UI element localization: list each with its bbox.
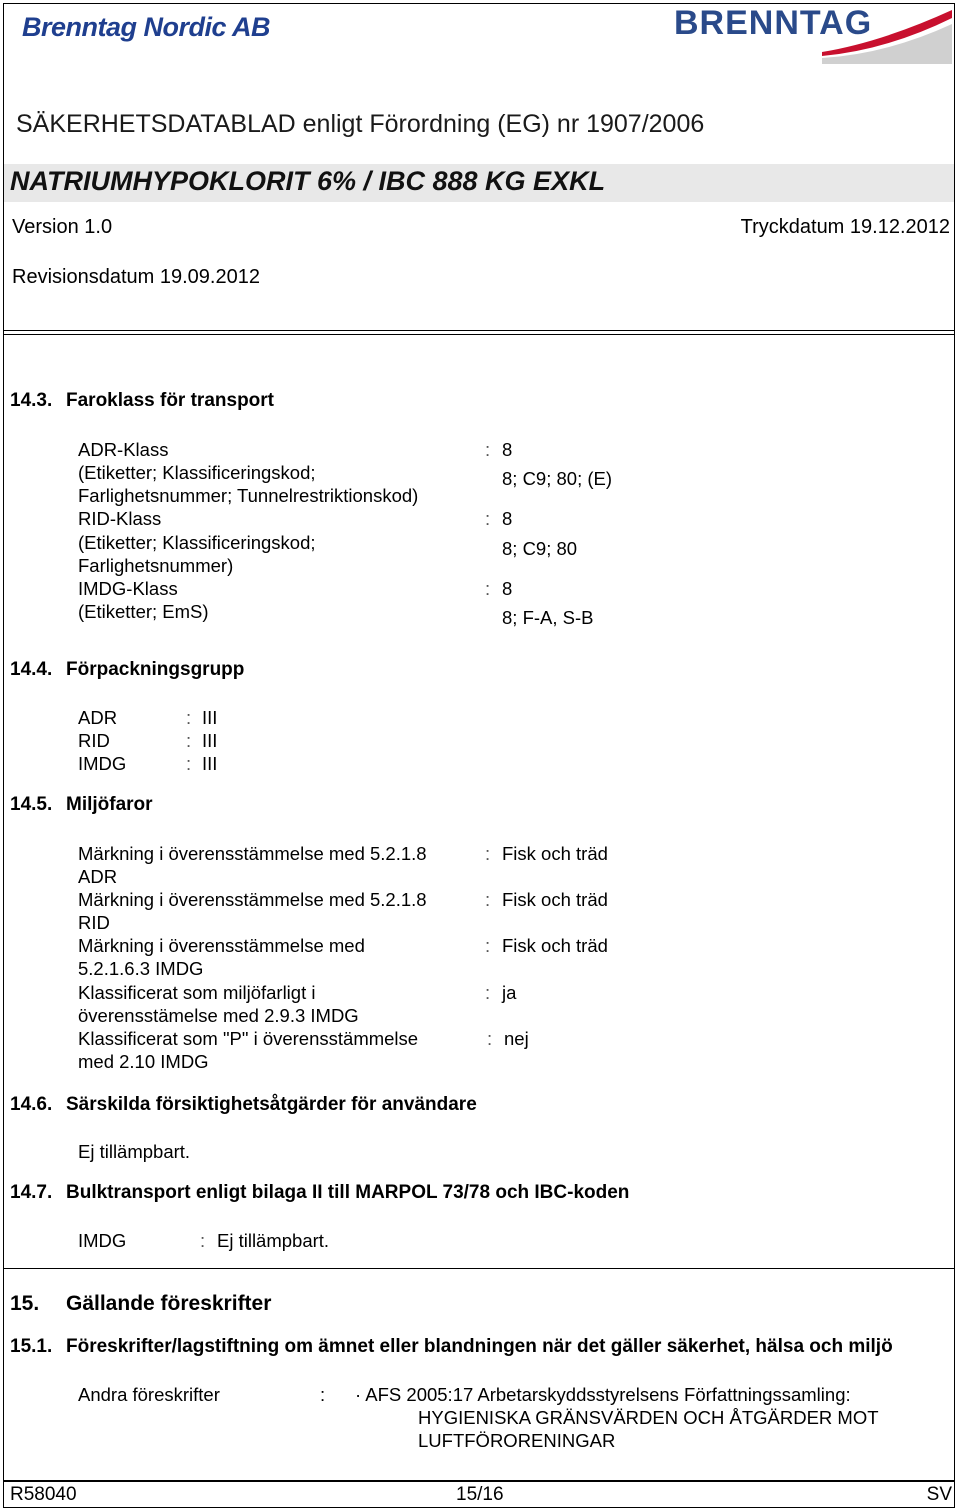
regulation-line-3: LUFTFÖRORENINGAR	[418, 1430, 616, 1451]
section-divider	[4, 1268, 954, 1269]
section-14-7-heading: 14.7. Bulktransport enligt bilaga II till MARPOL 73/78 och IBC-koden	[10, 1182, 630, 1203]
env-value-2: Fisk och träd	[502, 889, 608, 910]
env-label-4b: överensstämelse med 2.9.3 IMDG	[78, 1005, 359, 1026]
colon: :	[485, 982, 491, 1003]
header-divider-2	[4, 334, 954, 335]
colon: :	[485, 889, 491, 910]
env-value-3: Fisk och träd	[502, 935, 608, 956]
rid-class-label: RID-Klass	[78, 508, 162, 529]
packing-value-rid: III	[202, 730, 218, 751]
imdg-class-value: 8	[502, 578, 513, 599]
packing-label-imdg: IMDG	[78, 753, 127, 774]
document-id: R58040	[10, 1484, 77, 1505]
colon: :	[485, 578, 491, 599]
colon: :	[485, 439, 491, 460]
env-label-4a: Klassificerat som miljöfarligt i	[78, 982, 316, 1003]
section-14-6-heading: 14.6. Särskilda försiktighetsåtgärder för användare	[10, 1094, 477, 1115]
product-name: NATRIUMHYPOKLORIT 6% / IBC 888 KG EXKL	[10, 166, 606, 196]
colon: :	[485, 843, 491, 864]
revision-date: Revisionsdatum 19.09.2012	[12, 266, 260, 288]
header-divider	[4, 330, 954, 331]
adr-class-value: 8	[502, 439, 513, 460]
regulation-line-1: · AFS 2005:17 Arbetarskyddsstyrelsens Författningssamling:	[355, 1384, 851, 1405]
env-label-5b: med 2.10 IMDG	[78, 1051, 209, 1072]
env-label-5a: Klassificerat som "P" i överensstämmelse	[78, 1028, 419, 1049]
section-14-4-heading: 14.4. Förpackningsgrupp	[10, 659, 245, 680]
env-label-3b: 5.2.1.6.3 IMDG	[78, 958, 204, 979]
colon: :	[487, 1028, 493, 1049]
colon: :	[186, 730, 192, 751]
imdg-sub-label: (Etiketter; EmS)	[78, 601, 209, 622]
packing-value-adr: III	[202, 707, 218, 728]
section-14-3-heading: 14.3. Faroklass för transport	[10, 390, 274, 411]
env-value-5: nej	[504, 1028, 529, 1049]
imdg-class-label: IMDG-Klass	[78, 578, 178, 599]
page-number: 15/16	[456, 1484, 504, 1505]
packing-value-imdg: III	[202, 753, 218, 774]
env-value-1: Fisk och träd	[502, 843, 608, 864]
version: Version 1.0	[12, 216, 113, 238]
adr-sub-label-2: Farlighetsnummer; Tunnelrestriktionskod)	[78, 485, 419, 506]
rid-sub-label-2: Farlighetsnummer)	[78, 555, 234, 576]
print-date: Tryckdatum 19.12.2012	[740, 216, 950, 238]
colon: :	[320, 1384, 326, 1405]
adr-sub-value: 8; C9; 80; (E)	[502, 468, 613, 489]
env-label-2b: RID	[78, 912, 110, 933]
footer-divider	[4, 1480, 954, 1482]
regulation-line-2: HYGIENISKA GRÄNSVÄRDEN OCH ÅTGÄRDER MOT	[418, 1407, 879, 1428]
document-title: SÄKERHETSDATABLAD enligt Förordning (EG) nr 1907/2006	[16, 110, 705, 138]
user-precautions-text: Ej tillämpbart.	[78, 1141, 191, 1162]
packing-label-rid: RID	[78, 730, 110, 751]
language-code: SV	[926, 1484, 952, 1505]
adr-class-label: ADR-Klass	[78, 439, 169, 460]
env-value-4: ja	[502, 982, 517, 1003]
env-label-2a: Märkning i överensstämmelse med 5.2.1.8	[78, 889, 427, 910]
env-label-3a: Märkning i överensstämmelse med	[78, 935, 365, 956]
section-15-1-heading: 15.1. Föreskrifter/lagstiftning om ämnet eller blandningen när det gäller säkerhet, hälsa och miljö	[10, 1336, 893, 1357]
packing-label-adr: ADR	[78, 707, 118, 728]
colon: :	[186, 707, 192, 728]
colon: :	[485, 508, 491, 529]
colon: :	[186, 753, 192, 774]
bulk-imdg-value: Ej tillämpbart.	[217, 1230, 330, 1251]
company-name: Brenntag Nordic AB	[22, 12, 271, 42]
imdg-sub-value: 8; F-A, S-B	[502, 607, 594, 628]
colon: :	[485, 935, 491, 956]
adr-sub-label-1: (Etiketter; Klassificeringskod;	[78, 462, 316, 483]
other-regulations-label: Andra föreskrifter	[78, 1384, 220, 1405]
rid-sub-label-1: (Etiketter; Klassificeringskod;	[78, 532, 316, 553]
env-label-1a: Märkning i överensstämmelse med 5.2.1.8	[78, 843, 427, 864]
section-15-heading: 15. Gällande föreskrifter	[10, 1292, 272, 1315]
bulk-imdg-label: IMDG	[78, 1230, 127, 1251]
rid-class-value: 8	[502, 508, 513, 529]
brenntag-logo	[672, 4, 954, 66]
rid-sub-value: 8; C9; 80	[502, 538, 578, 559]
logo-text: BRENNTAG	[674, 4, 873, 42]
section-14-5-heading: 14.5. Miljöfaror	[10, 794, 153, 815]
colon: :	[200, 1230, 206, 1251]
env-label-1b: ADR	[78, 866, 118, 887]
